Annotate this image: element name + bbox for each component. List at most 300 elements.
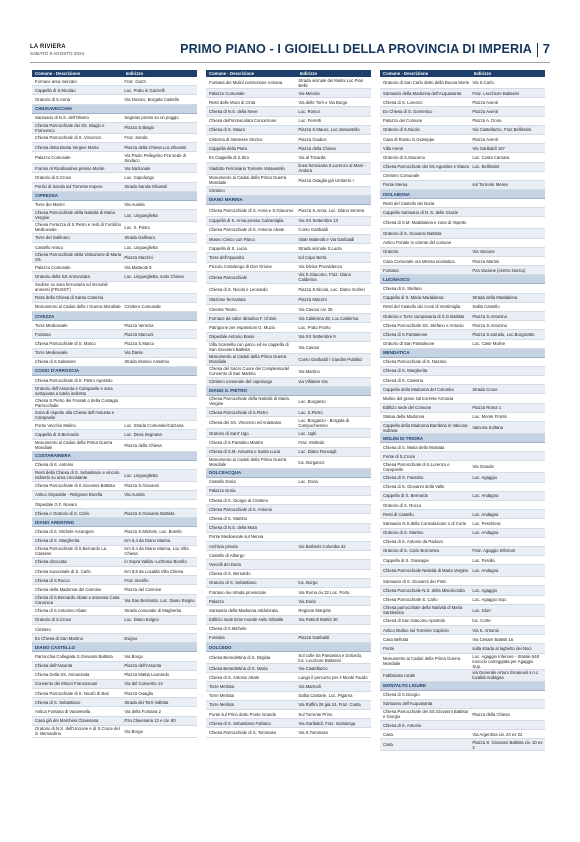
monument-address: Via Nazionale [124, 165, 151, 171]
table-row [206, 408, 371, 417]
monument-description: Monumento ai Caduti della I Guerra Mondiale [35, 304, 121, 310]
table-row [380, 89, 545, 98]
monument-address: Loc. Agaggio Sup. [472, 597, 507, 603]
table-row [380, 577, 545, 586]
monument-address: Piazza S.Mauro, Loc.Varavetello [298, 127, 360, 133]
table-row [206, 505, 371, 514]
monument-address: loc. Borganzo [298, 459, 325, 465]
monument-description: Castello Antico [35, 244, 64, 250]
monument-description: Santuario N.S.della Consolazione o di Corte [383, 520, 467, 526]
table-row [206, 163, 371, 175]
monument-description: Cappella della Pieta [209, 145, 247, 151]
monument-description: Chiesa di S.Pantaleo Martire [209, 439, 264, 445]
table-row [206, 253, 371, 262]
table-row [32, 210, 197, 222]
monument-description: Oratorio [383, 249, 399, 255]
monument-address: Loc. Lingueglietta [124, 472, 158, 478]
monument-address: Via Barberis Colomba 32 [298, 543, 346, 549]
table-row [206, 588, 371, 597]
table-row [380, 586, 545, 595]
table-row [380, 107, 545, 116]
monument-description: Chiesa di S.Giorgio [383, 692, 420, 698]
monument-address: Via Garibaldi 167 [472, 145, 505, 151]
section-headline: PRIMO PIANO - I GIOIELLI DELLA PROVINCIA DI IMPERIA [180, 42, 532, 56]
monument-address: Via S.Giacomo, Fraz. Diano Calderina [298, 272, 351, 283]
table-row [32, 671, 197, 680]
table-row [206, 524, 371, 533]
monument-description: Frantoi di Ricollandrea presso Monte [35, 165, 105, 171]
table-row [380, 547, 545, 556]
table-row [32, 339, 197, 348]
monument-address: Via Castellazzo [298, 665, 328, 671]
table-row [206, 89, 371, 98]
table-row [206, 664, 371, 673]
table-row [206, 77, 371, 89]
monument-address: Piazza Mazzini [298, 297, 327, 303]
monument-description: Cimitero comunale del capoluogo [209, 379, 273, 385]
monument-description: Torre Medioevale [35, 350, 68, 356]
monument-description: Chiesa di S. Giovanni della Valle [383, 484, 445, 490]
monument-description: Cimitero [35, 626, 51, 632]
monument-address: Fraz. Gazzi [124, 78, 147, 84]
table-row [206, 487, 371, 496]
monument-description: Oratorio di N.S. dell'Uccione e di S.Croce del S. Bernardino [35, 726, 120, 737]
table-row [380, 229, 545, 238]
table-row [380, 492, 545, 501]
municipality-heading: MONTALTO LIGURE [380, 682, 545, 691]
monument-description: Resti della Chiesa di Santa Caterina [35, 295, 104, 301]
table-row [380, 284, 545, 293]
monument-address: Strada Croce [472, 386, 498, 392]
monument-description: Fontana [383, 267, 399, 273]
monument-description: Chiesa Parrocchiale di S. Tommaso [209, 729, 277, 735]
monument-description: Chiesa di N.S. della Mota [209, 525, 257, 531]
monument-address: Loc. Lingueglietta, sotto Chiesa [124, 274, 184, 280]
monument-address: Piazza Ouaglia [124, 690, 153, 696]
monument-address: Loc. Glori [472, 607, 491, 613]
table-row [32, 698, 197, 707]
monument-description: Chiesa Parrocchiale di S. Nicolò di Bari [35, 690, 109, 696]
publication-name: LA RIVIERA [30, 44, 66, 50]
monument-description: Oratorio di S. Rocco [383, 502, 422, 508]
monument-address: Via Aurelia [124, 492, 145, 498]
monument-address: Loc. Agaggio [472, 474, 497, 480]
monument-description: Monumento ai Caduti della Prima Guerra Mondiale [209, 354, 287, 365]
monument-description: Chiesa di S. Caterina [383, 377, 424, 383]
monument-description: Chiesa Benedettina di S. Brigida [209, 655, 271, 661]
monument-description: Torre Merlata [209, 702, 235, 708]
monument-description: Chiesa di S.Rocco [35, 577, 70, 583]
monument-description: Chiesa di S.Michele [209, 626, 247, 632]
table-row [206, 457, 371, 469]
monument-description: Chiesa dei SS. Vincenzo ed Anastasio [209, 420, 282, 426]
monument-address: Corso Garibaldi [298, 227, 328, 233]
table-row [380, 691, 545, 700]
table-row [206, 396, 371, 408]
table-row [380, 483, 545, 492]
table-row [380, 596, 545, 605]
monument-address: Sul Torrente Prino [298, 711, 333, 717]
monument-description: Oratorio di Sant' Ugo [209, 430, 249, 436]
monument-description: Torre dei Marmi [35, 202, 65, 208]
monument-description: Chiesa Parrocchiale di S.Lorenzo e Campanile [383, 461, 450, 472]
monument-description: Chiesa di S. Bernardo [209, 571, 251, 577]
monument-address: via Generale Arturo Emanueli s.n.c. località Andagna [472, 670, 540, 681]
monument-description: Cinema Teatro [209, 306, 237, 312]
monument-description: Chiesa parrocchiale della Natività di Maria Santissima [383, 605, 463, 616]
monument-address: Via delle Torri e Via Borgo [298, 99, 348, 105]
monument-description: Chiesa di S.Pantaleone [383, 331, 428, 337]
table-row [32, 152, 197, 164]
monument-description: Ex Cappella di S.Siro [209, 154, 250, 160]
monument-address: Lungo il percorso per il Monte Faudo [298, 674, 368, 680]
table-row [380, 565, 545, 577]
monument-description: Casa già dei Marchesi Clavesana [35, 718, 99, 724]
monument-description: Ponte [383, 645, 395, 651]
table-row [32, 376, 197, 385]
monument-description: Parrocchia Collegiata S.Giovanni Battista [35, 653, 113, 659]
monument-description: Ponte Medioevale sul Nervia [209, 534, 264, 540]
monument-description: Chiesa di S.M. Maddalena e zona di rispetto [383, 220, 467, 226]
monument-description: Chiesa di S. Faustino [383, 474, 424, 480]
monument-address: Fraz. Borello [124, 577, 149, 583]
monument-description: Chiesa e Oratorio di S. Carlo [35, 510, 90, 516]
monument-description: Chiesa di S. Antonio [35, 462, 74, 468]
table-row [32, 558, 197, 567]
monument-description: Antico Mulino sul Torrente Capriolo [383, 627, 449, 633]
table-row [206, 217, 371, 226]
table-row [32, 652, 197, 661]
monument-description: Chiesa Parrocchiale di S.Bernardo La Cassese [35, 546, 107, 557]
monument-description: Frantoio lou strada provinciale [209, 589, 266, 595]
monument-address: Piazza S.sarnido, Loc.Borgoratto [472, 331, 535, 337]
monument-description: Edificio sede del Comune [383, 405, 432, 411]
monument-description: Antico Portale in oriente del comune [383, 240, 452, 246]
table-row [206, 417, 371, 429]
monument-description: Casa [383, 742, 393, 748]
column-header [206, 70, 371, 77]
monument-address: Via Vacione [472, 249, 495, 255]
monument-description: Oratorio di S. Martino [383, 530, 424, 536]
table-row [32, 77, 197, 86]
monument-address: sulla strada al laghetto dei Noci [472, 645, 532, 651]
monument-description: Chiesa S.Pietro dei Fossati o della Costagia Parrocchiale [35, 397, 118, 408]
municipality-heading: CIVEZZA [32, 312, 197, 321]
monument-address: Via Aurelia [124, 202, 145, 208]
table-row [32, 409, 197, 421]
monument-description: Fornace area mercato [35, 78, 77, 84]
monument-description: Cappella di S. Giuseppe [383, 557, 429, 563]
header-address: Indirizzo [125, 71, 144, 76]
table-row [206, 296, 371, 305]
monument-address: Loc. Borganzo - Borgata di Campochiesino [298, 417, 349, 428]
monument-description: Cappella di S.Nicolao [35, 87, 76, 93]
table-row [206, 244, 371, 253]
table-row [380, 739, 545, 751]
monument-description: Ex Chiesa di S. Domenico [383, 108, 433, 114]
monument-description: Oratorio di S.Giacomo [383, 154, 426, 160]
monument-description: Monumento ai Caduti della Prima Guerra Mondiale [209, 457, 287, 468]
table-row [32, 421, 197, 430]
table-row [206, 333, 371, 342]
table-row [206, 272, 371, 284]
table-row [206, 342, 371, 354]
monument-description: Oratorio di S.Anna [35, 96, 70, 102]
monument-description: Archivio privato [209, 543, 239, 549]
table-row [206, 496, 371, 505]
column-header [380, 70, 545, 77]
monument-address: Loc. Diano Roncagli [298, 449, 337, 455]
monument-address: in Sopra Vallda -Lo/Dosio Borello [124, 559, 187, 565]
monument-description: Palazzo [209, 598, 225, 604]
table-row [380, 538, 545, 547]
table-row [380, 257, 545, 266]
monument-description: Palazzo del Comune [383, 118, 423, 124]
table-row [206, 323, 371, 332]
table-row [206, 652, 371, 664]
monument-address: Fraz. Moltedo [298, 439, 325, 445]
monument-description: Cappella Santuario di N. S. delle Grazie [383, 209, 459, 215]
monument-address: Piazza S.Marco [124, 340, 155, 346]
monument-description: Chiesa di S. Nicola e Leonardo [209, 286, 268, 292]
monument-description: Chiesa Parrocchiale di S. Antonio [209, 506, 273, 512]
table-row [380, 709, 545, 721]
monument-description: Chiesa di S.Salvatore [35, 359, 76, 365]
table-row [380, 294, 545, 303]
monument-description: Palazzo Doria [209, 488, 236, 494]
monument-description: Oratorio dell'Assunta e Campanile e area sottoposta a tutela indiretta [35, 385, 113, 396]
monument-address: Loc. Doria [298, 479, 318, 485]
monument-description: Chiesa Parrocchiale N.S. della Misericordia [383, 588, 465, 594]
table-row [380, 330, 545, 339]
monument-address: Strada della Maddalena [472, 295, 518, 301]
monument-address: Via Divina Provvidenza [298, 264, 343, 270]
table-row [32, 585, 197, 594]
table-row [32, 385, 197, 397]
table-row [206, 560, 371, 569]
table-row [32, 222, 197, 234]
monument-address: Sul colle tra Pantasina e Dolcedo, loc. Lecchore Baltasini [298, 652, 363, 663]
table-row [32, 123, 197, 134]
monument-description: Portici di Sarola sul Torrente Impero [35, 184, 103, 190]
monument-description: Ponte Merea [383, 182, 408, 188]
table-row [32, 321, 197, 330]
monument-address: Via Matteotti 9 [124, 264, 152, 270]
monument-description: Ponte Vecchio Mulino [35, 422, 76, 428]
monument-address: Loc. Perallo [472, 557, 495, 563]
monument-address: Evigno [124, 635, 138, 641]
monument-description: Resti delle Mura di Cinta [209, 99, 256, 105]
monument-description: Casa Bellotta [383, 636, 409, 642]
monument-description: Cimitero [209, 188, 225, 194]
table-row [32, 527, 197, 536]
monument-description: Chiesa Parrocchiale dei SS.Agostino e Mauro [383, 164, 470, 170]
monument-description: Cappella di S. Anna presso Calzamiglia [209, 218, 284, 224]
monument-description: Museo Civico con Parco [209, 236, 255, 242]
table-row [380, 654, 545, 670]
table-row [380, 367, 545, 376]
municipality-heading: MOLINI DI TRIORA [380, 434, 545, 443]
monument-address: Via Cavour civ. 35 [298, 306, 333, 312]
table-row [206, 98, 371, 107]
table-row [380, 605, 545, 617]
monument-description: Santuario della Madonna Addolorata [209, 607, 278, 613]
monument-address: Loc. Prato Fiorito [298, 324, 331, 330]
table-row [380, 358, 545, 367]
monument-address: Cimitero Comunale [124, 304, 161, 310]
monument-address: linea ferroviaria S.Lorenzo al Mare - Andora [298, 163, 366, 173]
monument-description: Chiesa Parrocchiale della Natività di Maria Vergine [209, 396, 289, 407]
monument-address: Via al Tricarda [298, 154, 326, 160]
header-description: Comune - Descrizione [209, 71, 255, 76]
monument-address: Km 8,4 da Diano Marina, Loc.Villa Chiesa [124, 546, 189, 557]
monument-address: Loc. Borganzo [298, 398, 326, 404]
table-row [32, 537, 197, 546]
table-row [206, 135, 371, 144]
table-row [32, 303, 197, 312]
table-row [32, 680, 197, 689]
table-row [380, 461, 545, 473]
monument-address: Via della Fontana 2 [124, 709, 161, 715]
monument-description: Ospedale Antonio Bosio [209, 334, 255, 340]
monument-address: Loc. Bellissimi [472, 164, 500, 170]
monument-address: Via Novaro, Borgata Castello [124, 96, 180, 102]
table-row [32, 263, 197, 272]
monument-address: Strada dei Torri-Valletta [124, 699, 169, 705]
monument-description: Chiesa di S. Margherita [35, 538, 80, 544]
monument-address: Loc. Monte Frontè [472, 414, 507, 420]
table-row [32, 440, 197, 452]
monument-address: Salita Castello [472, 304, 500, 310]
table-row [206, 625, 371, 634]
monument-address: Loc. Deva Segnana [124, 431, 162, 437]
table-row [380, 730, 545, 739]
monument-address: Loc. Strada Comunale/Calzana [124, 422, 184, 428]
table-row [380, 404, 545, 413]
monument-description: Antica Fontana di Varavetella [35, 709, 91, 715]
monument-description: Chiesa della Madonna del Carmine [35, 586, 102, 592]
monument-description: Oratorio di S. Carlo Borromeo [383, 548, 440, 554]
monument-address: Strada vicinale S.Lucia [298, 245, 342, 251]
monument-description: Chiesa di S.Antonino Abate [35, 608, 87, 614]
monument-address: Loc. Ughi [298, 430, 317, 436]
monument-description: Chiesa Fortezza di S.Pietro e resti di Fortilizio Medioevale [35, 222, 121, 233]
monument-description: Chiesa di N.S. della Neve [209, 108, 258, 114]
monument-address: Loc. Diano Evigno [124, 617, 159, 623]
monument-description: Resti del Castello dei Conti di Ventimiglia [383, 304, 461, 310]
monument-description: Chiesa dell'Assunta [35, 663, 73, 669]
monument-address: Loc. S. Pietro [124, 224, 150, 230]
monument-description: Chiesa di S. Maria della Montata [383, 444, 445, 450]
monument-address: Via Calderina 48, Loc.Calderina [298, 315, 359, 321]
table-row [32, 397, 197, 409]
table-row [206, 692, 371, 701]
monument-description: Torre Merlata [209, 693, 235, 699]
monument-description: Palazzo Comunale [35, 264, 71, 270]
monument-description: Chiesa Parrocchiale Natività di Maria Vergine [383, 568, 469, 574]
table-row [206, 616, 371, 625]
monument-description: Fornace da calce idraulica F. Chinni [209, 315, 277, 321]
monument-address: Piazza Mattia Leonardo [124, 672, 170, 678]
table-row [32, 634, 197, 643]
monument-address: Piazza della Chiesa Loc.Olivastri [124, 144, 187, 150]
monument-description: Palazzo Comunale [35, 155, 71, 161]
monument-address: Piazza Giudice [298, 136, 327, 142]
monument-address: Piazza S.Giovanni Battista [124, 510, 175, 516]
monument-address: Fraz. Lecchiore Baltasini [472, 90, 519, 96]
table-row [380, 126, 545, 135]
monument-address: Piazza Mazzini [124, 254, 153, 260]
table-row [380, 144, 545, 153]
monument-description: Castello di Albergo [209, 552, 245, 558]
municipality-heading: DOLCEACQUA [206, 469, 371, 478]
monument-description: Chiesa di S. Margherita [383, 368, 428, 374]
monument-description: Chiesa Parrocchiale di S. Marco [35, 340, 96, 346]
monument-address: Via Patrioti Martiri 30 [298, 617, 338, 623]
table-row [32, 114, 197, 123]
monument-address: Piazza della Chiesa [124, 442, 162, 448]
monument-address: via Villatore snc [298, 379, 329, 385]
table-row [380, 163, 545, 172]
table-row [206, 597, 371, 606]
monument-description: Oratorio e Torre campanaria di S.G.Battista [383, 313, 465, 319]
monument-description: Chiesa di San Giacomo Apostolo [383, 618, 446, 624]
monument-description: Chiesa Parrocchiale S. Carlo [383, 597, 438, 603]
monument-address: Loc. Capolungo [124, 174, 155, 180]
monument-description: Resti della Chiesa di S. Sebastiano e vincolo indiretto su area circostante [35, 470, 120, 481]
monument-description: Sedime ex area ferroviaria ed immobili annessi (FRUSST) [35, 282, 108, 293]
monument-description: Chiesa Parrocchiale di S. Antonio Abate [209, 227, 285, 233]
monument-description: Casa Comunale ora Mensa scolastica [383, 258, 455, 264]
header-address: Indirizzo [473, 71, 492, 76]
monument-description: Chiesa di S. Sebastiano Fabiano [209, 720, 271, 726]
municipality-heading: DOLCEDO [206, 643, 371, 652]
table-row [380, 321, 545, 330]
table-row [206, 226, 371, 235]
monument-address: Loc. Peschiera [472, 520, 501, 526]
table-row [380, 473, 545, 482]
table-row [380, 77, 545, 89]
table-row [32, 662, 197, 671]
table-row [206, 354, 371, 366]
monument-address: Via Argentina civ. 24 ex 22 [472, 731, 523, 737]
publication-date: SABATO 9 AGOSTO 2024 [30, 51, 85, 56]
monument-description: Chiesa Parrocchiale della Natività di Maria Vergine [35, 210, 115, 221]
monument-description: Cappella di S. Maria Maddalena [383, 295, 444, 301]
monument-description: Santuario di N.S. dell'Oliveto [35, 115, 89, 121]
monument-address: Loc. Andagna [472, 493, 499, 499]
monument-description: Oratorio di S. Giovanni Battista [383, 231, 442, 237]
monument-address: Via S.Carlo [472, 80, 494, 85]
table-row [32, 134, 197, 143]
municipality-heading: MENDATICA [380, 349, 545, 358]
monument-description: Cappella di S. Bernardo [383, 493, 429, 499]
monument-description: Chiesa di S.Bernardo Abate e annessa Casa Canonica [35, 595, 120, 606]
monument-address: Loc. Andagna [472, 530, 499, 536]
table-row [206, 542, 371, 551]
table-row [380, 413, 545, 422]
table-row [380, 422, 545, 434]
municipality-heading: COSTARAINERA [32, 452, 197, 461]
monument-address: Via Dante [124, 350, 143, 356]
header-address: Indirizzo [299, 71, 318, 76]
monument-address: Via Ruffini 28 già 24, Fraz. Costa [298, 702, 361, 708]
monument-address: Piazza Aventi [472, 108, 498, 114]
monument-address: Piazza S.Michele, Loc. Borello [124, 529, 182, 535]
monument-description: Chiesa Parrocchiale [209, 274, 248, 280]
monument-description: Fabbricato rurale [383, 672, 416, 678]
monument-address: Piazza Aventi [472, 136, 498, 142]
